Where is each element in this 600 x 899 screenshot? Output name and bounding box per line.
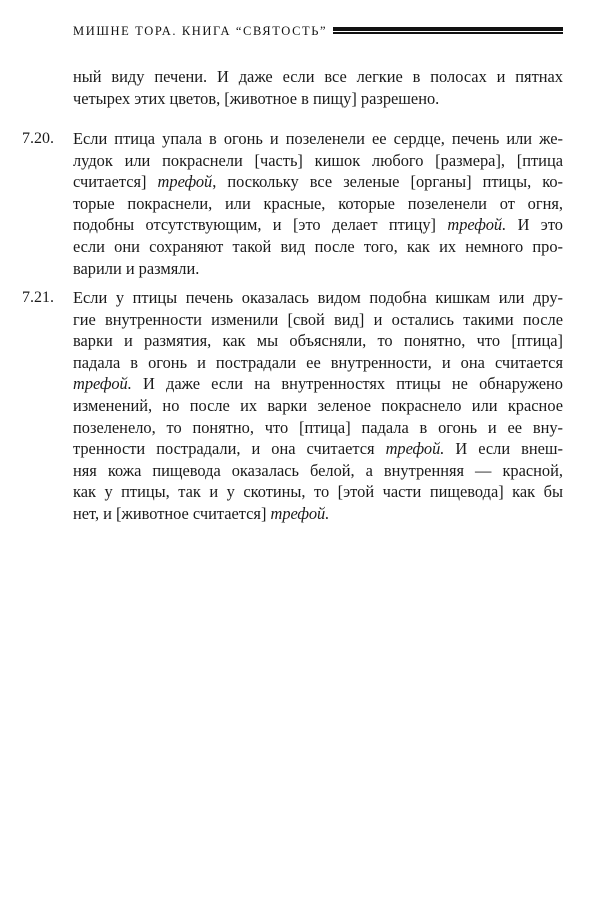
text-line [73, 460, 563, 482]
text-segment: позеленело, то понятно, что [птица] падала в огонь и ее вну- [73, 417, 563, 437]
header-rule [333, 27, 563, 34]
text-line [73, 309, 563, 331]
text-line [73, 330, 563, 352]
text-line [73, 258, 563, 280]
text-segment: Если птица упала в огонь и позеленели ее сердце, печень или же- [73, 129, 563, 148]
text-line [73, 193, 563, 215]
text-line [73, 214, 563, 236]
text-segment: падала в огонь и пострадали ее внутренности, и она считается [73, 352, 563, 372]
text-line [73, 171, 563, 193]
text-line [73, 503, 563, 525]
text-segment: И это [506, 215, 563, 235]
text-segment: нет, и [животное считается] [73, 503, 271, 523]
italic-term: трефой [157, 172, 213, 192]
paragraph-7-20 [22, 128, 564, 279]
text-line [73, 88, 563, 110]
italic-term: трефой. [447, 215, 507, 235]
text-line [73, 373, 563, 395]
text-segment: гие внутренности изменили [свой вид] и остались такими после [73, 309, 563, 329]
paragraph-continuation [73, 66, 563, 109]
text-segment: И даже если на внутренностях птицы не обнаружено [131, 374, 563, 394]
text-segment: четырех этих цветов, [животное в пищу] разрешено. [73, 88, 440, 108]
text-line [73, 481, 563, 503]
text-line [73, 438, 563, 460]
italic-term: трефой. [385, 439, 445, 459]
text-line [73, 417, 563, 439]
italic-term: трефой. [73, 374, 132, 394]
text-line [73, 287, 563, 309]
text-segment: считается] [73, 172, 158, 192]
text-line [73, 66, 563, 88]
text-segment: няя кожа пищевода оказалась белой, а внутренняя — красной, [73, 460, 563, 480]
text-segment: Если у птицы печень оказалась видом подобна кишкам или дру- [73, 288, 563, 307]
text-line [73, 150, 563, 172]
text-segment: лудок или покраснели [часть] кишок любого [размера], [птица [73, 150, 563, 170]
text-segment: изменений, но после их варки зеленое покраснело или красное [73, 395, 563, 415]
running-header [73, 24, 563, 39]
text-segment: тренности пострадали, и она считается [73, 439, 386, 459]
text-segment: подобны отсутствующим, и [это делает птицу] [73, 215, 448, 235]
text-segment: варили и размяли. [73, 258, 200, 278]
text-line [73, 128, 563, 150]
paragraph-7-21 [22, 287, 563, 525]
text-segment: как у птицы, так и у скотины, то [этой части пищевода] как бы [73, 482, 563, 502]
text-segment: И если внеш- [444, 439, 563, 459]
text-segment: торые покраснели, или красные, которые позеленели от огня, [73, 193, 563, 213]
italic-term: трефой. [270, 503, 330, 523]
text-segment: , поскольку все зеленые [органы] птицы, ко- [212, 172, 564, 192]
text-line [73, 352, 563, 374]
text-line [73, 236, 563, 258]
paragraph-number: 7.20. [22, 130, 54, 147]
text-line [73, 395, 563, 417]
text-segment: если они сохраняют такой вид после того, как их немного про- [73, 236, 563, 256]
text-segment: ный виду печени. И даже если все легкие в полосах и пятнах [73, 67, 563, 86]
text-segment: варки и размятия, как мы объясняли, то понятно, что [птица] [73, 331, 563, 351]
paragraph-number: 7.21. [22, 289, 54, 306]
header-title: МИШНЕ ТОРА. КНИГА “СВЯТОСТЬ” [73, 24, 328, 38]
